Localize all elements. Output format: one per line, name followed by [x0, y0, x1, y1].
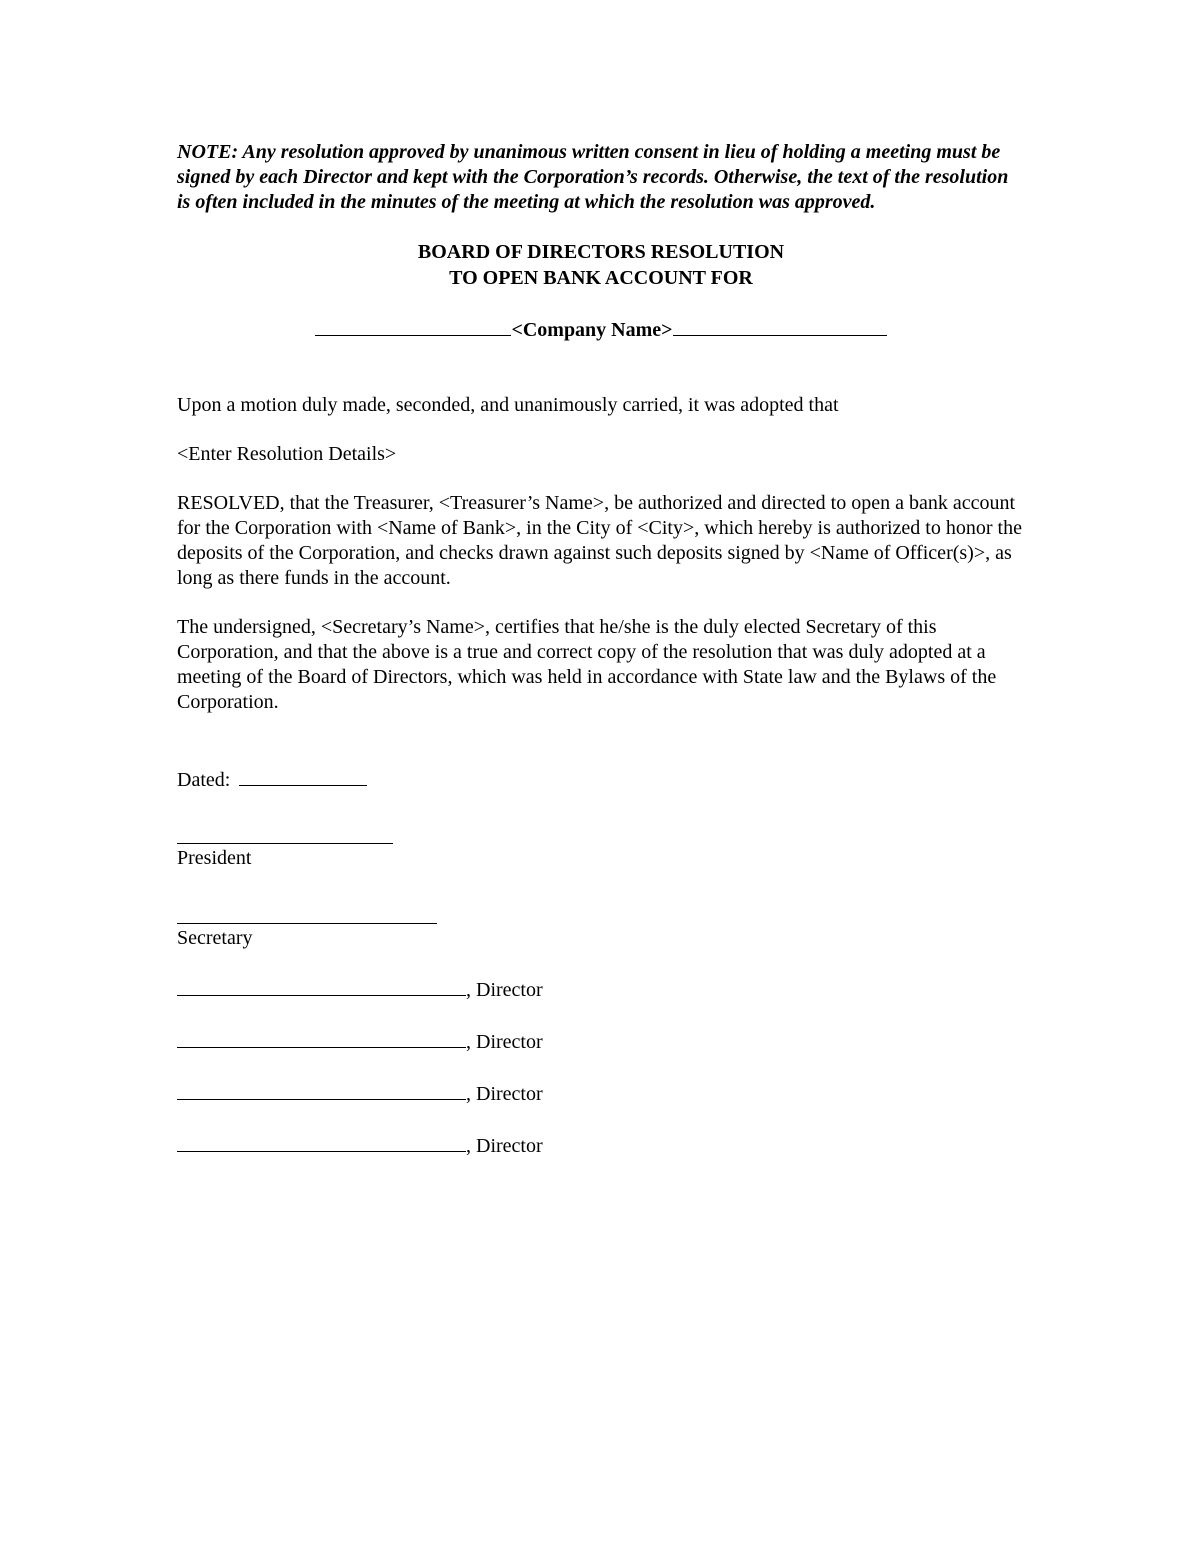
- dated-underline: [239, 765, 367, 786]
- director-signature-line: [177, 975, 466, 996]
- company-name-line: [177, 315, 1025, 343]
- director-signature-row: [177, 975, 1025, 1003]
- president-signature-line: [177, 843, 393, 844]
- title-line-1: BOARD OF DIRECTORS RESOLUTION: [417, 241, 785, 263]
- dated-label: Dated:: [177, 769, 231, 791]
- director-signature-row: [177, 1027, 1025, 1055]
- director-signature-line: [177, 1079, 466, 1100]
- director-label: , Director: [466, 979, 543, 1001]
- director-signature-row: [177, 1079, 1025, 1107]
- president-signature-block: [177, 843, 1025, 871]
- certification-paragraph: The undersigned, <Secretary’s Name>, certifies that he/she is the duly elected Secretary of this Corporation, and that the above is a true and correct copy of the resolution that was duly adopted at a meeting of the Board of Directors, which was held in accordance with State law and the Bylaws of the Corporation.: [177, 616, 997, 713]
- note-paragraph: NOTE: Any resolution approved by unanimous written consent in lieu of holding a meeting must be signed by each Director and kept with the Corporation’s records. Otherwise, the text of the resolution is often included in the minutes of the meeting at which the resolution was approved.: [177, 141, 1009, 213]
- secretary-label: Secretary: [177, 927, 253, 949]
- motion-paragraph: Upon a motion duly made, seconded, and unanimously carried, it was adopted that: [177, 394, 839, 416]
- president-label: President: [177, 847, 252, 869]
- company-underline-left: [315, 315, 511, 336]
- company-name-placeholder: <Company Name>: [511, 319, 673, 341]
- director-label: , Director: [466, 1135, 543, 1157]
- director-signature-line: [177, 1027, 466, 1048]
- resolved-paragraph: RESOLVED, that the Treasurer, <Treasurer’s Name>, be authorized and directed to open a bank account for the Corporation with <Name of Bank>, in the City of <City>, which hereby is authorized to honor the deposits of the Corporation, and checks drawn against such deposits signed by <Name of Officer(s)>, as long as there funds in the account.: [177, 492, 1022, 589]
- title-line-2: TO OPEN BANK ACCOUNT FOR: [449, 267, 753, 289]
- director-signature-line: [177, 1131, 466, 1152]
- director-label: , Director: [466, 1031, 543, 1053]
- director-label: , Director: [466, 1083, 543, 1105]
- secretary-signature-block: [177, 923, 1025, 951]
- resolution-details-placeholder: <Enter Resolution Details>: [177, 443, 397, 465]
- dated-line: [177, 765, 1025, 793]
- secretary-signature-line: [177, 923, 437, 924]
- document-title: [177, 239, 1025, 291]
- company-underline-right: [673, 315, 887, 336]
- document-page: [177, 140, 1025, 1159]
- director-signature-row: [177, 1131, 1025, 1159]
